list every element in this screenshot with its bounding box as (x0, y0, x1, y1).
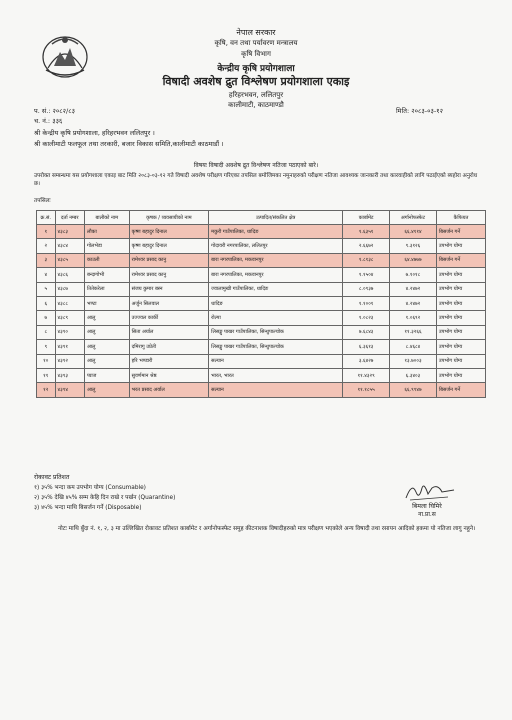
cell-area: रोल्पा (209, 311, 343, 325)
cell-organophosphate: ४.२४७२ (390, 282, 437, 296)
cell-area: लिसङ्खु पाखर गाउँपालिका, सिन्धुपाल्चोक (209, 325, 343, 339)
cell-crop: बन्दागोभी (84, 268, 129, 282)
cell-remarks: उपभोग योग्य (436, 354, 485, 368)
cell-carbamate: ३.६४२७ (343, 354, 390, 368)
cell-organophosphate: १३.७००३ (390, 354, 437, 368)
cell-area: बारा नगरपालिका, मकवानपुर (209, 253, 343, 267)
col-farmer: कृषक / व्यवसायीको नाम (129, 211, 209, 225)
cell-carbamate: १.१००१ (343, 296, 390, 310)
cell-carbamate: ११.१८५५ (343, 383, 390, 397)
cell-carbamate: १.०८२३ (343, 311, 390, 325)
cell-farmer: उज्ज्वल कार्की (129, 311, 209, 325)
header-address-2: कालीमाटी, काठमाण्डौ (228, 101, 284, 109)
cell-sn: १ (37, 225, 56, 239)
header-line-1: नेपाल सरकार (236, 28, 276, 37)
cell-sn: ८ (37, 325, 56, 339)
tapsil-label: तपसिलः (34, 198, 51, 204)
cell-crop: काउली (84, 253, 129, 267)
cell-sn: ४ (37, 268, 56, 282)
cell-crop: आलु (84, 311, 129, 325)
col-organophosphate: अर्गानोफस्फेट (390, 211, 437, 225)
cell-reg-no: ४३९२ (55, 354, 84, 368)
table-row (37, 325, 486, 339)
table-row (37, 225, 486, 239)
cell-area: सल्यान (209, 354, 343, 368)
cell-organophosphate: ९.३१२६ (390, 239, 437, 253)
cell-sn: १२ (37, 383, 56, 397)
header-lab: केन्द्रीय कृषि प्रयोगशाला (217, 64, 295, 74)
cell-organophosphate: ८.४६८४ (390, 340, 437, 354)
cell-remarks: उपभोग योग्य (436, 296, 485, 310)
col-crop: बालीको नाम (84, 211, 129, 225)
cell-farmer: सिता अर्याल (129, 325, 209, 339)
cell-crop: आलु (84, 354, 129, 368)
cell-reg-no: ४३९३ (55, 368, 84, 382)
cell-crop: आलु (84, 383, 129, 397)
cell-farmer: रामेश्वर प्रसाद कानु (129, 253, 209, 267)
signatory-post: ना.प्रा.स (418, 511, 436, 518)
cell-remarks: उपभोग योग्य (436, 311, 485, 325)
cell-sn: ५ (37, 282, 56, 296)
cell-organophosphate: ६.३४०३ (390, 368, 437, 382)
cell-reg-no: ४३८५ (55, 253, 84, 267)
cell-reg-no: ४३९१ (55, 340, 84, 354)
cell-area: गोदावरी नगरपालिका, ललितपुर (209, 239, 343, 253)
header-unit: विषादी अवशेष द्रुत विश्लेषण प्रयोगशाला एकाइ (162, 75, 350, 88)
cell-organophosphate: ६६.४११४ (390, 225, 437, 239)
cell-organophosphate: ४.२४७२ (390, 296, 437, 310)
cell-carbamate: ११.४३२९ (343, 368, 390, 382)
cell-area: धादिङ (209, 296, 343, 310)
cell-carbamate: ६.३६१३ (343, 340, 390, 354)
table-row (37, 311, 486, 325)
cell-remarks: उपभोग योग्य (436, 368, 485, 382)
legend-item-consumable: १) ३५% भन्दा कम उपभोग योग्य (Consumable) (34, 485, 146, 491)
cell-farmer: दमिरागु उप्रेती (129, 340, 209, 354)
cell-carbamate: ८.०९३७ (343, 282, 390, 296)
cell-crop: लौका (84, 225, 129, 239)
header-address-1: हरिहरभवन, ललितपुर (228, 91, 284, 99)
cell-crop: प्याज (84, 368, 129, 382)
cell-area: ज्वालामुखी गाउँपालिका, धादिङ (209, 282, 343, 296)
cell-carbamate: १.८१३८ (343, 253, 390, 267)
col-sn: क्र.सं. (37, 211, 56, 225)
cell-reg-no: ४३९४ (55, 383, 84, 397)
reference-number: प. सं.: २०८२/८३ (34, 107, 76, 115)
recipient-2: श्री कालीमाटी फलफूल तथा तरकारी, बजार विकास समिति,कालीमाटी काठमाडौं । (34, 140, 224, 148)
table-row (37, 239, 486, 253)
cell-farmer: सुवर्णमान श्रेष्ठ (129, 368, 209, 382)
subject-line: विषयः विषादी अवशेष द्रुत विश्लेषण नतिजा पठाएको बारे। (193, 162, 319, 169)
recipient-1: श्री केन्द्रीय कृषि प्रयोगशाला, हरिहरभवन ललितपुर । (34, 129, 155, 137)
cell-sn: ७ (37, 311, 56, 325)
cell-reg-no: ४३९० (55, 325, 84, 339)
cell-remarks: बिसर्जन गर्ने (436, 383, 485, 397)
cell-reg-no: ४३८७ (55, 282, 84, 296)
cell-carbamate: १.६३५१ (343, 225, 390, 239)
table-row (37, 282, 486, 296)
cell-reg-no: ४३८९ (55, 311, 84, 325)
cell-organophosphate: ६६.९९४७ (390, 383, 437, 397)
cell-farmer: कृष्ण बहादुर दिनाल (129, 225, 209, 239)
col-area: उत्पादित/संकलित क्षेत्र (209, 211, 343, 225)
table-row (37, 296, 486, 310)
cell-sn: ३ (37, 253, 56, 267)
table-row (37, 368, 486, 382)
table-row (37, 253, 486, 267)
cell-carbamate: २.६६७२ (343, 239, 390, 253)
cell-crop: भण्टा (84, 296, 129, 310)
cell-organophosphate: ११.३२६६ (390, 325, 437, 339)
cell-remarks: उपभोग योग्य (436, 239, 485, 253)
cell-sn: ९ (37, 340, 56, 354)
col-carbamate: कार्बामेट (343, 211, 390, 225)
note-paragraph: नोटः माथि बुँदा नं. १, २, ३ मा उल्लिखित रोकावट प्रतिशत कार्बामेट र अर्गानोफस्फेट समुह कीटनाशक विषादीहरुको मात्र परीक्षण भएकोले अन्य विषादी तथा रसायन आदिको हकमा यो नतिजा लागु नहुने। (58, 526, 476, 532)
cell-sn: २ (37, 239, 56, 253)
body-paragraph: उपरोक्त सम्बन्धमा यस प्रयोगशाला एकाइ बाट मिति २०८३-०३-१२ गते विषादी अवशेष परीक्षण गरिएका तपसिल बमोजिमका नमुनाहरुको परीक्षण नतिजा आवश्यक जानकारी तथा कारवाहीको लागि पठाईएको ब्यहोरा अनुरोध छ। (34, 173, 478, 187)
cell-organophosphate: १.०६९२ (390, 311, 437, 325)
table-row (37, 383, 486, 397)
cell-carbamate: १.१५०४ (343, 268, 390, 282)
legend-title: रोकावट प्रतिशत (34, 474, 70, 481)
cell-sn: १० (37, 354, 56, 368)
cell-crop: आलु (84, 340, 129, 354)
table-row (37, 340, 486, 354)
cell-remarks: उपभोग योग्य (436, 282, 485, 296)
cell-sn: ११ (37, 368, 56, 382)
cell-area: बारा नगरपालिका, मकवानपुर (209, 268, 343, 282)
header-ministry: कृषि, वन तथा पर्यावरण मन्त्रालय (214, 39, 298, 47)
table-row (37, 354, 486, 368)
cell-crop: गोलभेडा (84, 239, 129, 253)
dispatch-number: च. नं.: ३३६ (34, 117, 63, 125)
cell-crop: आलु (84, 325, 129, 339)
cell-area: सल्यान (209, 383, 343, 397)
cell-farmer: कृष्ण बहादुर दिनाल (129, 239, 209, 253)
cell-reg-no: ४३८८ (55, 296, 84, 310)
cell-organophosphate: ७.१०१८ (390, 268, 437, 282)
cell-reg-no: ४३८३ (55, 225, 84, 239)
col-reg-no: दर्ता नम्बर (55, 211, 84, 225)
cell-organophosphate: ६४.४७७७ (390, 253, 437, 267)
cell-farmer: संजय कुमार बस्न (129, 282, 209, 296)
cell-farmer: रामेश्वर प्रसाद कानु (129, 268, 209, 282)
cell-remarks: उपभोग योग्य (436, 325, 485, 339)
header-department: कृषि विभाग (241, 50, 271, 58)
table-header-row (37, 211, 486, 225)
cell-area: भारत, भारत (209, 368, 343, 382)
col-remarks: कैफियत (436, 211, 485, 225)
legend-item-disposable: ३) ४५% भन्दा माथि बिसर्जन गर्ने (Disposable) (34, 505, 142, 511)
cell-reg-no: ४३८४ (55, 239, 84, 253)
signatory-name: बिमला घिमिरे (412, 503, 442, 510)
cell-crop: तितेकरेला (84, 282, 129, 296)
letter-date: मिति: २०८३-०३-१२ (396, 107, 443, 115)
cell-farmer: भरत प्रसाद अर्याल (129, 383, 209, 397)
cell-area: मकुरी गाउँपालिका, धादिङ (209, 225, 343, 239)
legend-item-quarantine: २) ३५% देखि ४५% सम्म केहि दिन राखे र पर्खन (Quarantine) (34, 495, 176, 501)
cell-remarks: बिसर्जन गर्ने (436, 225, 485, 239)
cell-area: लिसङ्खु पाखर गाउँपालिका, सिन्धुपाल्चोक (209, 340, 343, 354)
cell-carbamate: ७.६८४३ (343, 325, 390, 339)
cell-farmer: अर्जुन सिलवाल (129, 296, 209, 310)
results-table (36, 210, 486, 398)
cell-sn: ६ (37, 296, 56, 310)
cell-reg-no: ४३८६ (55, 268, 84, 282)
cell-remarks: बिसर्जन गर्ने (436, 253, 485, 267)
table-row (37, 268, 486, 282)
cell-remarks: उपभोग योग्य (436, 268, 485, 282)
cell-remarks: उपभोग योग्य (436, 340, 485, 354)
cell-farmer: हरि भण्डारी (129, 354, 209, 368)
